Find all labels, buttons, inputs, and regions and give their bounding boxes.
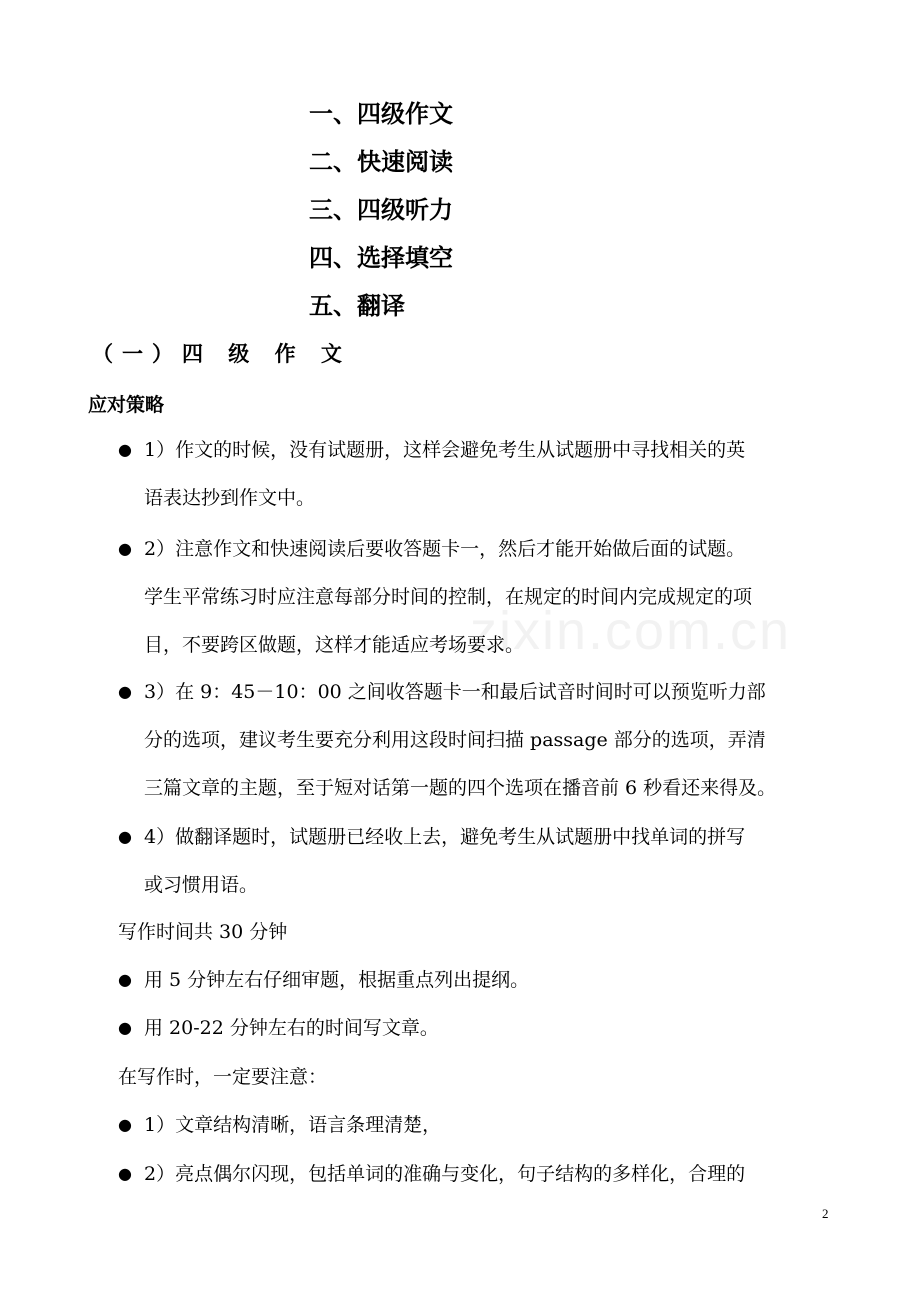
toc-item: 五、翻译: [309, 292, 405, 320]
toc-item: 一、四级作文: [309, 100, 453, 128]
text-line: 分的选项，建议考生要充分利用这段时间扫描 passage 部分的选项，弄清: [144, 729, 766, 751]
writing-time: 写作时间共 30 分钟: [118, 921, 288, 943]
text-line: 4）做翻译题时，试题册已经收上去，避免考生从试题册中找单词的拼写: [144, 826, 746, 848]
notes-intro: 在写作时，一定要注意：: [118, 1066, 328, 1088]
text-line: 学生平常练习时应注意每部分时间的控制，在规定的时间内完成规定的项: [144, 586, 753, 608]
time-plan-item: [118, 956, 836, 1004]
text-line: 3）在 9：45－10：00 之间收答题卡一和最后试音时间时可以预览听力部: [144, 681, 766, 703]
text-line: 1）作文的时候，没有试题册，这样会避免考生从试题册中寻找相关的英: [144, 439, 746, 461]
text-line: 用 5 分钟左右仔细审题，根据重点列出提纲。: [144, 969, 530, 991]
toc-item: 四、选择填空: [309, 244, 453, 272]
table-of-contents: [309, 90, 453, 330]
text-line: 2）亮点偶尔闪现，包括单词的准确与变化，句子结构的多样化，合理的: [144, 1163, 746, 1185]
strategy-item: [118, 813, 836, 909]
bullet-icon: ●: [118, 440, 132, 459]
note-item: [118, 1101, 836, 1149]
section-title: （一）四 级 作 文: [92, 342, 351, 366]
text-line: 用 20-22 分钟左右的时间写文章。: [144, 1017, 439, 1039]
bullet-icon: ●: [118, 827, 132, 846]
page-number: 2: [822, 1206, 829, 1221]
time-plan-item: [118, 1004, 836, 1052]
text-line: 三篇文章的主题，至于短对话第一题的四个选项在播音前 6 秒看还来得及。: [144, 777, 777, 799]
strategy-item: [118, 426, 836, 522]
text-line: 2）注意作文和快速阅读后要收答题卡一，然后才能开始做后面的试题。: [144, 538, 746, 560]
bullet-icon: ●: [118, 970, 132, 989]
strategy-heading: 应对策略: [88, 394, 165, 416]
note-item: [118, 1150, 836, 1198]
watermark: zixin.com.cn: [470, 601, 792, 661]
bullet-icon: ●: [118, 1115, 132, 1134]
text-line: 1）文章结构清晰，语言条理清楚，: [144, 1114, 442, 1136]
text-line: 目，不要跨区做题，这样才能适应考场要求。: [144, 634, 525, 656]
toc-item: 二、快速阅读: [309, 148, 453, 176]
bullet-icon: ●: [118, 1164, 132, 1183]
text-line: 语表达抄到作文中。: [144, 487, 316, 509]
bullet-icon: ●: [118, 682, 132, 701]
bullet-icon: ●: [118, 1018, 132, 1037]
bullet-icon: ●: [118, 539, 132, 558]
toc-item: 三、四级听力: [309, 196, 453, 224]
text-line: 或习惯用语。: [144, 874, 259, 896]
strategy-item: [118, 525, 836, 669]
strategy-item: [118, 668, 836, 812]
